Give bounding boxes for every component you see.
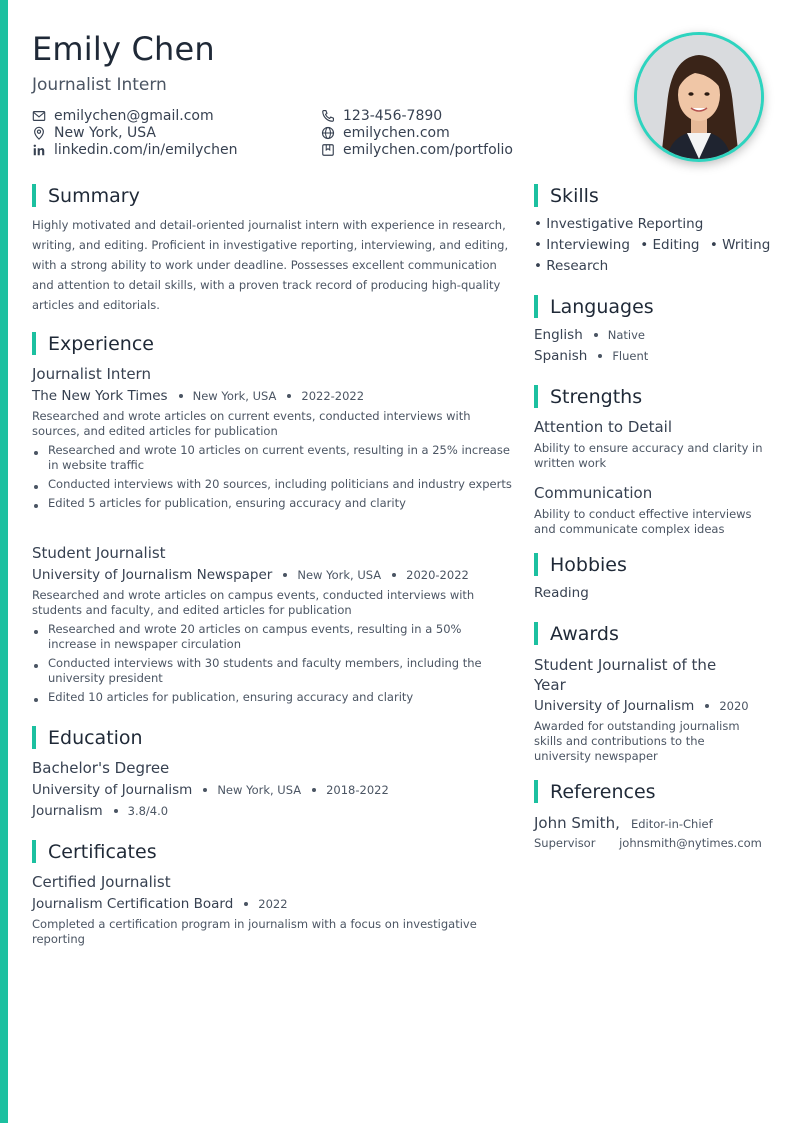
contact-website-text: emilychen.com xyxy=(343,125,450,141)
languages-heading xyxy=(534,295,654,318)
separator-dot xyxy=(114,809,118,813)
heading-accent xyxy=(534,780,538,803)
skills-row xyxy=(534,237,776,253)
contact-portfolio-text: emilychen.com/portfolio xyxy=(343,142,513,158)
contact-linkedin[interactable] xyxy=(32,142,237,158)
school-location: New York, USA xyxy=(217,783,302,797)
certificates-heading-text: Certificates xyxy=(48,840,157,863)
education-dates: 2018-2022 xyxy=(326,783,389,797)
heading-accent xyxy=(534,553,538,576)
skills-row xyxy=(534,258,614,274)
experience-heading-text: Experience xyxy=(48,332,154,355)
certificate-name: Certified Journalist xyxy=(32,873,171,891)
hobbies-heading xyxy=(534,553,627,576)
mail-icon xyxy=(32,109,46,123)
awards-heading xyxy=(534,622,619,645)
education-meta xyxy=(32,782,389,798)
language-item xyxy=(534,327,645,343)
education-field-meta xyxy=(32,803,168,819)
summary-heading xyxy=(32,184,140,207)
certificate-issuer: Journalism Certification Board xyxy=(32,896,234,912)
job-company: University of Journalism Newspaper xyxy=(32,567,273,583)
separator-dot xyxy=(203,788,207,792)
award-description: Awarded for outstanding journalism skills and contributions to the university newspaper xyxy=(534,719,740,763)
strength-title: Communication xyxy=(534,484,653,502)
profile-photo xyxy=(634,32,764,162)
accent-side-bar xyxy=(0,0,8,1123)
skill-item: • Editing xyxy=(640,237,700,253)
separator-dot xyxy=(598,354,602,358)
experience-heading xyxy=(32,332,154,355)
phone-icon xyxy=(321,109,335,123)
heading-accent xyxy=(32,184,36,207)
heading-accent xyxy=(534,295,538,318)
education-heading-text: Education xyxy=(48,726,143,749)
language-name: English xyxy=(534,327,583,343)
awards-heading-text: Awards xyxy=(550,622,619,645)
separator-dot xyxy=(312,788,316,792)
certificate-description: Completed a certification program in journalism with a focus on investigative reporting xyxy=(32,917,477,946)
summary-heading-text: Summary xyxy=(48,184,140,207)
language-level: Fluent xyxy=(612,349,649,363)
bookmark-icon xyxy=(321,143,335,157)
contact-portfolio[interactable] xyxy=(321,142,513,158)
field-of-study: Journalism xyxy=(32,803,103,819)
job-meta xyxy=(32,567,469,583)
reference-position: Editor-in-Chief xyxy=(630,817,713,831)
certificate-year: 2022 xyxy=(258,897,288,911)
contact-website[interactable] xyxy=(321,125,450,141)
achievement-item: Conducted interviews with 20 sources, including politicians and industry experts xyxy=(32,477,512,492)
language-item xyxy=(534,348,648,364)
skills-heading-text: Skills xyxy=(550,184,599,207)
reference-email[interactable]: johnsmith@nytimes.com xyxy=(619,836,762,850)
degree-name: Bachelor's Degree xyxy=(32,759,170,777)
contact-email-text: emilychen@gmail.com xyxy=(54,108,214,124)
summary-text: Highly motivated and detail-oriented journalist intern with experience in research, writing, and editing. Proficient in investigative reporting, interviewing, and editing, with a strong ability to work under deadline. Possesses excellent communication and attention to detail skills, with a proven track record of producing high-quality articles and editorials. xyxy=(32,218,509,312)
contact-phone-text: 123-456-7890 xyxy=(343,108,443,124)
separator-dot xyxy=(179,394,183,398)
hobbies-heading-text: Hobbies xyxy=(550,553,627,576)
job-title: Journalist Intern xyxy=(32,365,151,383)
contact-location xyxy=(32,125,156,141)
heading-accent xyxy=(32,840,36,863)
language-level: Native xyxy=(607,328,645,342)
linkedin-icon xyxy=(32,143,46,157)
award-organization: University of Journalism xyxy=(534,698,695,714)
award-year: 2020 xyxy=(719,699,749,713)
skills-heading xyxy=(534,184,599,207)
contact-linkedin-text: linkedin.com/in/emilychen xyxy=(54,142,238,158)
job-title: Student Journalist xyxy=(32,544,166,562)
references-heading-text: References xyxy=(550,780,656,803)
skills-row xyxy=(534,216,709,232)
hobby-item: Reading xyxy=(534,585,589,601)
gpa: 3.8/4.0 xyxy=(127,804,169,818)
contact-location-text: New York, USA xyxy=(54,125,156,141)
achievement-item: Researched and wrote 20 articles on campus events, resulting in a 50% increase in newspaper circulation xyxy=(32,622,512,652)
achievement-item: Conducted interviews with 30 students and faculty members, including the university president xyxy=(32,656,512,686)
job-description: Researched and wrote articles on current events, conducted interviews with sources, and edited articles for publication xyxy=(32,409,471,438)
references-heading xyxy=(534,780,656,803)
award-meta xyxy=(534,698,749,714)
reference-contact-row xyxy=(534,836,762,850)
strengths-heading-text: Strengths xyxy=(550,385,643,408)
reference-name-row xyxy=(534,813,713,832)
portrait-illustration xyxy=(637,35,761,159)
heading-accent xyxy=(534,622,538,645)
strengths-heading xyxy=(534,385,642,408)
candidate-name: Emily Chen xyxy=(32,30,215,68)
heading-accent xyxy=(32,332,36,355)
school-name: University of Journalism xyxy=(32,782,193,798)
job-achievements xyxy=(32,443,512,511)
separator-dot xyxy=(287,394,291,398)
globe-icon xyxy=(321,126,335,140)
separator-dot xyxy=(244,902,248,906)
job-location: New York, USA xyxy=(297,568,382,582)
separator-dot xyxy=(705,704,709,708)
job-meta xyxy=(32,388,364,404)
achievement-item: Edited 10 articles for publication, ensuring accuracy and clarity xyxy=(32,690,512,705)
heading-accent xyxy=(32,726,36,749)
job-achievements xyxy=(32,622,512,705)
languages-heading-text: Languages xyxy=(550,295,654,318)
candidate-title: Journalist Intern xyxy=(32,75,167,95)
job-company: The New York Times xyxy=(32,388,168,404)
certificate-meta xyxy=(32,896,288,912)
heading-accent xyxy=(534,385,538,408)
reference-relation: Supervisor xyxy=(534,836,596,850)
heading-accent xyxy=(534,184,538,207)
certificates-heading xyxy=(32,840,157,863)
job-location: New York, USA xyxy=(192,389,277,403)
separator-dot xyxy=(594,333,598,337)
contact-email[interactable] xyxy=(32,108,214,124)
separator-dot xyxy=(283,573,287,577)
skill-item: • Writing xyxy=(709,237,771,253)
award-title: Student Journalist of the Year xyxy=(534,656,717,694)
achievement-item: Researched and wrote 10 articles on current events, resulting in a 25% increase in website traffic xyxy=(32,443,512,473)
map-pin-icon xyxy=(32,126,46,140)
skill-item: • Research xyxy=(534,258,609,274)
contact-phone[interactable] xyxy=(321,108,442,124)
job-dates: 2022-2022 xyxy=(301,389,365,403)
strength-title: Attention to Detail xyxy=(534,418,673,436)
education-heading xyxy=(32,726,143,749)
achievement-item: Edited 5 articles for publication, ensuring accuracy and clarity xyxy=(32,496,512,511)
reference-name: John Smith, xyxy=(534,814,620,832)
strength-description: Ability to ensure accuracy and clarity in written work xyxy=(534,441,763,470)
strength-description: Ability to conduct effective interviews and communicate complex ideas xyxy=(534,507,752,536)
job-dates: 2020-2022 xyxy=(406,568,469,582)
skill-item: • Investigative Reporting xyxy=(534,216,704,232)
skill-item: • Interviewing xyxy=(534,237,630,253)
separator-dot xyxy=(392,573,396,577)
job-description: Researched and wrote articles on campus events, conducted interviews with students and faculty, and edited articles for publication xyxy=(32,588,475,617)
language-name: Spanish xyxy=(534,348,588,364)
